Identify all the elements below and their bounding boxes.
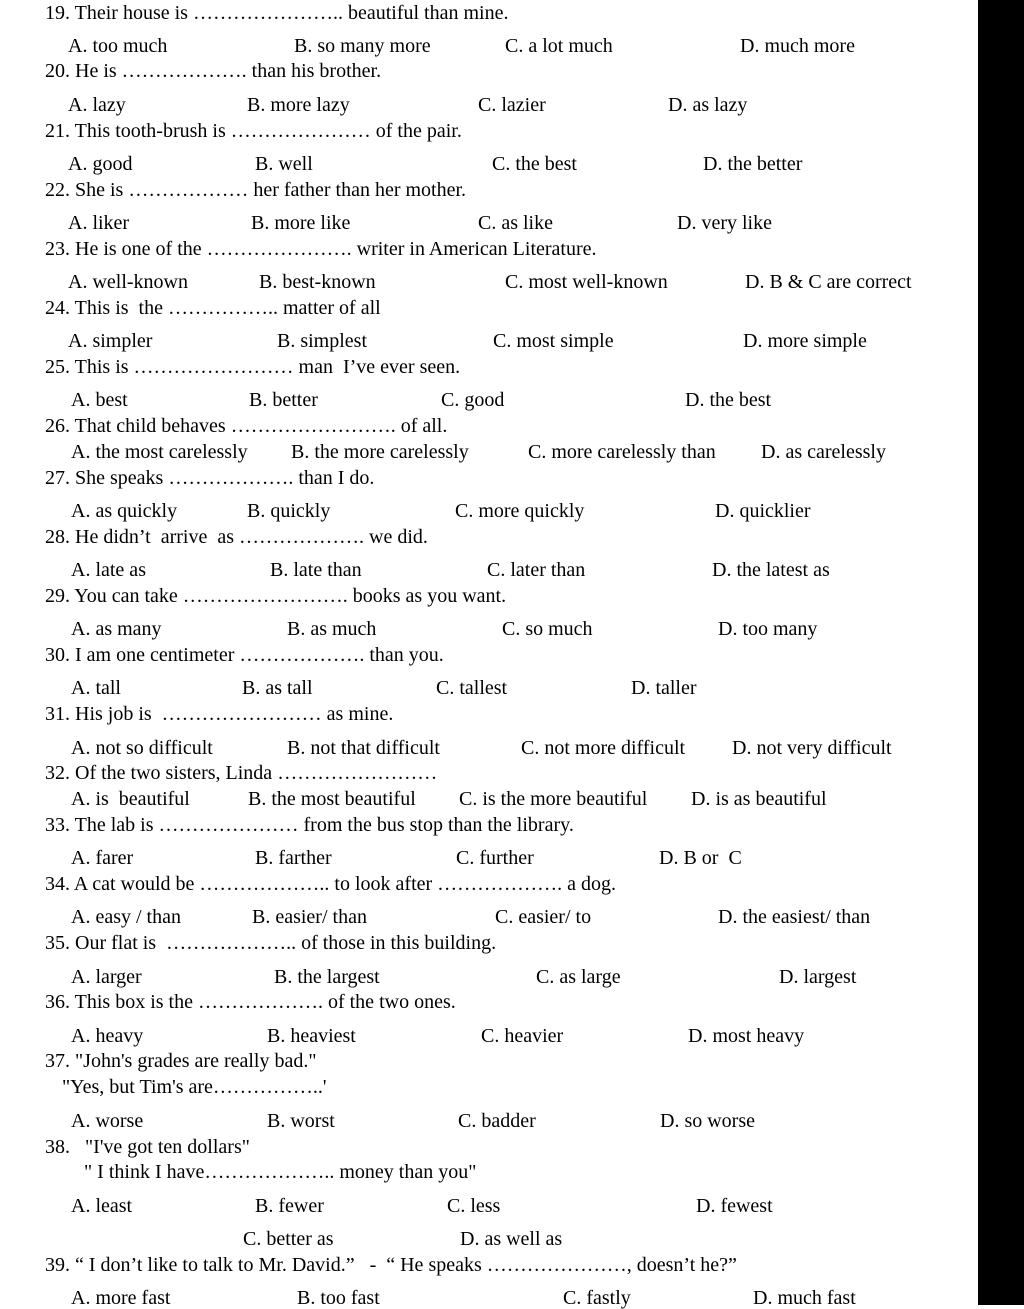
question-30-option-b: B. as tall — [242, 677, 313, 699]
question-38-option-b: B. fewer — [255, 1195, 324, 1217]
question-38-option-c: C. less — [447, 1195, 501, 1217]
right-edge-bar — [978, 0, 1024, 1305]
question-32-option-a: A. is beautiful — [71, 788, 190, 810]
question-25-stem: 25. This is …………………… man I’ve ever seen. — [45, 356, 461, 378]
question-30-option-d: D. taller — [631, 677, 697, 699]
question-34-option-a: A. easy / than — [71, 906, 181, 928]
question-39-option-a: A. more fast — [71, 1287, 171, 1309]
question-23-option-c: C. most well-known — [505, 271, 668, 293]
question-21-option-b: B. well — [255, 153, 313, 175]
question-26-option-c: C. more carelessly than — [528, 441, 716, 463]
question-30-option-c: C. tallest — [436, 677, 508, 699]
question-28-option-b: B. late than — [270, 559, 362, 581]
question-36-stem: 36. This box is the ………………. of the two ones. — [45, 991, 456, 1013]
question-28-stem: 28. He didn’t arrive as ………………. we did. — [45, 526, 428, 548]
question-24-option-b: B. simplest — [277, 330, 368, 352]
question-31-option-b: B. not that difficult — [287, 737, 440, 759]
stray-option-c: C. better as — [243, 1228, 334, 1250]
question-35-option-c: C. as large — [536, 966, 621, 988]
question-32-option-c: C. is the more beautiful — [459, 788, 648, 810]
question-39-option-b: B. too fast — [297, 1287, 380, 1309]
question-25-option-c: C. good — [441, 389, 505, 411]
question-26-stem: 26. That child behaves ……………………. of all. — [45, 415, 448, 437]
question-22-option-d: D. very like — [677, 212, 772, 234]
question-33-option-d: D. B or C — [659, 847, 742, 869]
question-22-stem: 22. She is ……………… her father than her mother. — [45, 179, 467, 201]
question-21-option-d: D. the better — [703, 153, 803, 175]
question-20-stem: 20. He is ………………. than his brother. — [45, 60, 382, 82]
question-29-option-b: B. as much — [287, 618, 377, 640]
question-36-option-a: A. heavy — [71, 1025, 144, 1047]
question-31-option-a: A. not so difficult — [71, 737, 213, 759]
question-32-stem: 32. Of the two sisters, Linda …………………… — [45, 762, 438, 784]
question-24-stem: 24. This is the …………….. matter of all — [45, 297, 381, 319]
question-20-option-b: B. more lazy — [247, 94, 350, 116]
question-31-option-d: D. not very difficult — [732, 737, 892, 759]
question-23-option-a: A. well-known — [68, 271, 188, 293]
question-19-option-a: A. too much — [68, 35, 168, 57]
question-30-option-a: A. tall — [71, 677, 121, 699]
question-31-stem: 31. His job is …………………… as mine. — [45, 703, 394, 725]
question-34-option-c: C. easier/ to — [495, 906, 592, 928]
question-29-stem: 29. You can take ……………………. books as you want. — [45, 585, 507, 607]
question-38-option-a: A. least — [71, 1195, 133, 1217]
question-25-option-d: D. the best — [685, 389, 772, 411]
question-31-option-c: C. not more difficult — [521, 737, 686, 759]
question-35-option-b: B. the largest — [274, 966, 380, 988]
question-27-option-c: C. more quickly — [455, 500, 585, 522]
question-21-option-c: C. the best — [492, 153, 577, 175]
question-21-stem: 21. This tooth-brush is ………………… of the pair. — [45, 120, 462, 142]
question-34-option-b: B. easier/ than — [252, 906, 367, 928]
stray-option-d: D. as well as — [460, 1228, 563, 1250]
question-29-option-a: A. as many — [71, 618, 162, 640]
question-22-option-b: B. more like — [251, 212, 351, 234]
question-39-option-c: C. fastly — [563, 1287, 631, 1309]
question-33-option-b: B. farther — [255, 847, 332, 869]
question-23-option-b: B. best-known — [259, 271, 376, 293]
question-30-stem: 30. I am one centimeter ………………. than you. — [45, 644, 444, 666]
question-22-option-a: A. liker — [68, 212, 130, 234]
question-33-option-c: C. further — [456, 847, 534, 869]
question-27-stem: 27. She speaks ………………. than I do. — [45, 467, 375, 489]
question-37-option-b: B. worst — [267, 1110, 335, 1132]
question-38-stem: 38. "I've got ten dollars" — [45, 1136, 250, 1158]
question-34-stem: 34. A cat would be ……………….. to look after ………………. a dog. — [45, 873, 617, 895]
question-28-option-d: D. the latest as — [712, 559, 830, 581]
question-26-option-b: B. the more carelessly — [291, 441, 469, 463]
question-39-option-d: D. much fast — [753, 1287, 856, 1309]
question-19-option-c: C. a lot much — [505, 35, 613, 57]
question-20-option-a: A. lazy — [68, 94, 126, 116]
question-24-option-d: D. more simple — [743, 330, 867, 352]
question-26-option-a: A. the most carelessly — [71, 441, 248, 463]
question-28-option-c: C. later than — [487, 559, 586, 581]
question-29-option-c: C. so much — [502, 618, 593, 640]
question-19-option-d: D. much more — [740, 35, 855, 57]
question-37-option-c: C. badder — [458, 1110, 536, 1132]
question-25-option-a: A. best — [71, 389, 128, 411]
question-22-option-c: C. as like — [478, 212, 553, 234]
question-19-stem: 19. Their house is ………………….. beautiful than mine. — [45, 2, 509, 24]
question-38-stem-reply: " I think I have……………….. money than you" — [84, 1161, 477, 1183]
question-20-option-c: C. lazier — [478, 94, 546, 116]
question-19-option-b: B. so many more — [294, 35, 431, 57]
question-27-option-d: D. quicklier — [715, 500, 811, 522]
question-27-option-b: B. quickly — [247, 500, 331, 522]
question-38-option-d: D. fewest — [696, 1195, 773, 1217]
question-29-option-d: D. too many — [718, 618, 818, 640]
question-23-option-d: D. B & C are correct — [745, 271, 912, 293]
question-33-stem: 33. The lab is ………………… from the bus stop than the library. — [45, 814, 574, 836]
question-33-option-a: A. farer — [71, 847, 134, 869]
question-24-option-c: C. most simple — [493, 330, 614, 352]
question-26-option-d: D. as carelessly — [761, 441, 886, 463]
question-32-option-d: D. is as beautiful — [691, 788, 827, 810]
question-28-option-a: A. late as — [71, 559, 146, 581]
question-39-stem: 39. “ I don’t like to talk to Mr. David.” - “ He speaks …………………, doesn’t he?” — [45, 1254, 737, 1276]
question-35-option-d: D. largest — [779, 966, 857, 988]
question-35-stem: 35. Our flat is ……………….. of those in this building. — [45, 932, 497, 954]
question-23-stem: 23. He is one of the …………………. writer in American Literature. — [45, 238, 597, 260]
question-34-option-d: D. the easiest/ than — [718, 906, 871, 928]
question-36-option-c: C. heavier — [481, 1025, 564, 1047]
question-21-option-a: A. good — [68, 153, 133, 175]
question-27-option-a: A. as quickly — [71, 500, 178, 522]
question-37-option-a: A. worse — [71, 1110, 144, 1132]
question-37-stem: 37. "John's grades are really bad." — [45, 1050, 317, 1072]
question-24-option-a: A. simpler — [68, 330, 153, 352]
question-36-option-d: D. most heavy — [688, 1025, 805, 1047]
question-35-option-a: A. larger — [71, 966, 142, 988]
question-36-option-b: B. heaviest — [267, 1025, 356, 1047]
question-37-option-d: D. so worse — [660, 1110, 755, 1132]
question-25-option-b: B. better — [249, 389, 318, 411]
question-37-stem-reply: "Yes, but Tim's are……………..' — [62, 1076, 327, 1098]
question-20-option-d: D. as lazy — [668, 94, 748, 116]
question-32-option-b: B. the most beautiful — [248, 788, 416, 810]
